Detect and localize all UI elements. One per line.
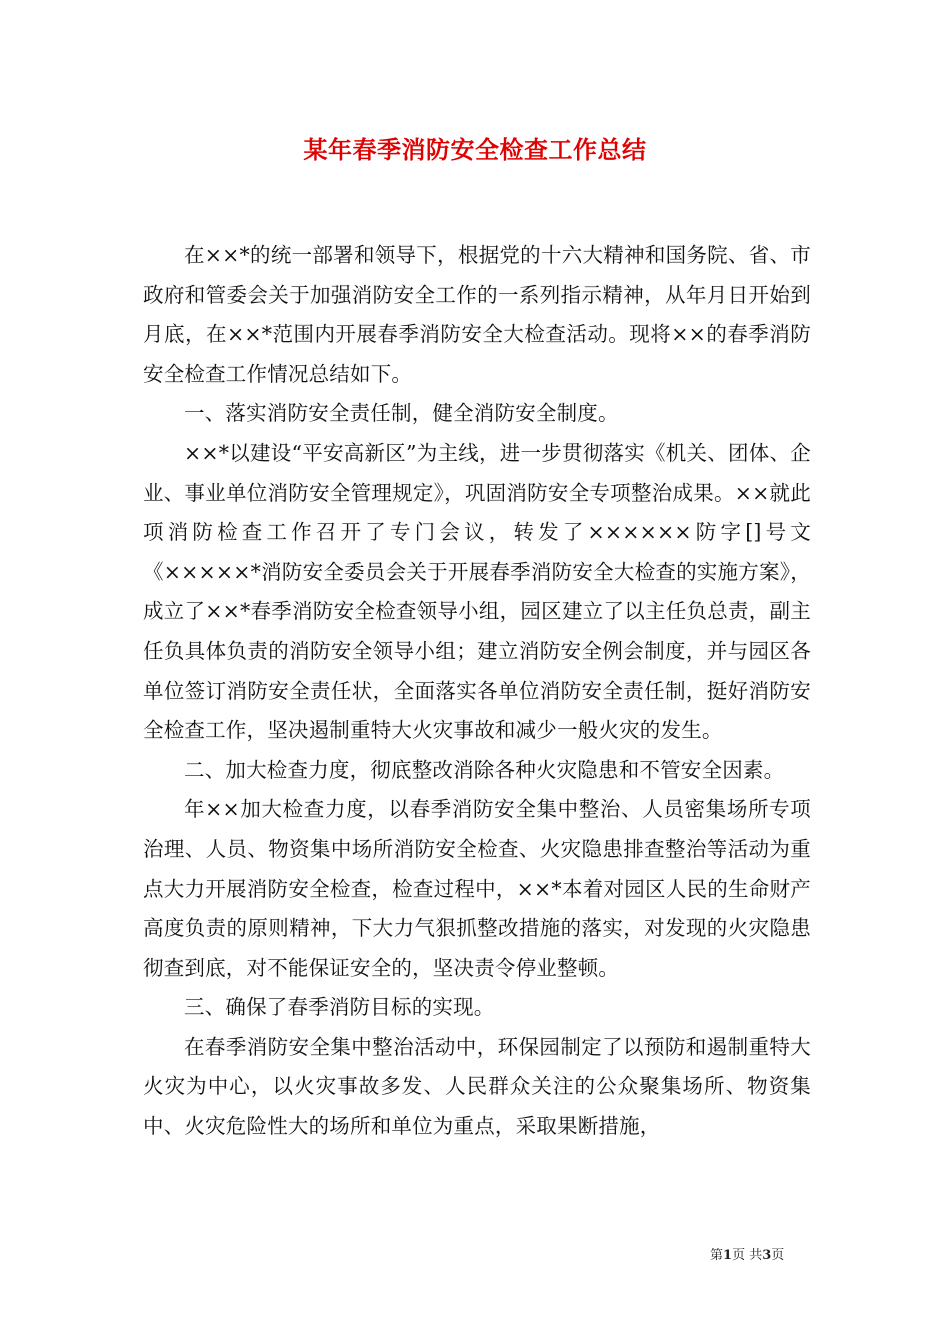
document-title: 某年春季消防安全检查工作总结 [303,135,647,164]
paragraph-section-1: ××*以建设“平安高新区”为主线，进一步贯彻落实《机关、团体、企业、事业单位消防安全管理规定》，巩固消防安全专项整治成果。××就此项消防检查工作召开了专门会议，转发了××××××防字[]号文《×××××*消防安全委员会关于开展春季消防安全大检查的实施方案》，成立了××*春季消防安全检查领导小组，园区建立了以主任负总责，副主任负具体负责的消防安全领导小组；建立消防安全例会制度，并与园区各单位签订消防安全责任状，全面落实各单位消防安全责任制，挺好消防安全检查工作，坚决遏制重特大火灾事故和减少一般火灾的发生。 [143,440,811,743]
footer-prefix: 第 [710,1248,724,1263]
paragraph-intro: 在××*的统一部署和领导下，根据党的十六大精神和国务院、省、市政府和管委会关于加强消防安全工作的一系列指示精神，从年月日开始到月底，在××*范围内开展春季消防安全大检查活动。现将××的春季消防安全检查工作情况总结如下。 [143,243,811,386]
document-body [143,236,811,1147]
paragraph-section-2: 年××加大检查力度，以春季消防安全集中整治、人员密集场所专项治理、人员、物资集中场所消防安全检查、火灾隐患排查整治等活动为重点大力开展消防安全检查，检查过程中，××*本着对园区人民的生命财产高度负责的原则精神，下大力气狠抓整改措施的落实，对发现的火灾隐患彻查到底，对不能保证安全的，坚决责令停业整顿。 [143,797,811,980]
section-heading-1: 一、落实消防安全责任制，健全消防安全制度。 [184,401,619,426]
footer-middle: 页 共 [732,1248,763,1263]
paragraph-section-3: 在春季消防安全集中整治活动中，环保园制定了以预防和遏制重特大火灾为中心，以火灾事故多发、人民群众关注的公众聚集场所、物资集中、火灾危险性大的场所和单位为重点，采取果断措施， [143,1034,811,1139]
total-pages-number: 3 [762,1248,772,1263]
section-heading-2: 二、加大检查力度，彻底整改消除各种火灾隐患和不管安全因素。 [184,757,785,782]
section-heading-3: 三、确保了春季消防目标的实现。 [184,995,495,1020]
current-page-number: 1 [723,1248,733,1263]
footer-suffix: 页 [771,1248,785,1263]
page-number-footer [710,1244,820,1263]
